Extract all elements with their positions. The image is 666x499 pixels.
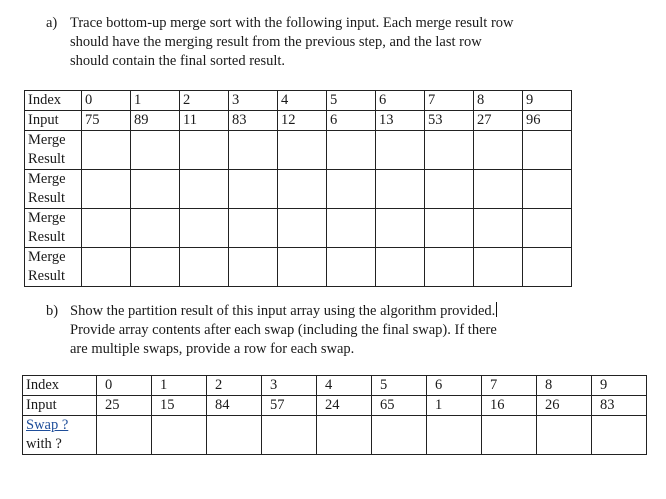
index-cell: 4 [317,376,372,396]
answer-cell[interactable] [262,416,317,455]
index-cell: 4 [278,91,327,111]
index-cell: 5 [372,376,427,396]
index-cell: 2 [207,376,262,396]
answer-cell[interactable] [592,416,647,455]
answer-cell[interactable] [523,209,572,248]
question-b-line-2: Provide array contents after each swap (including the final swap). If there [70,322,497,338]
answer-cell[interactable] [327,170,376,209]
merge-result-header: Merge Result [25,131,82,170]
input-cell: 75 [82,111,131,131]
answer-cell[interactable] [474,170,523,209]
index-cell: 0 [97,376,152,396]
swap-label-top: Swap ? [26,417,69,433]
answer-cell[interactable] [180,209,229,248]
answer-cell[interactable] [82,209,131,248]
answer-cell[interactable] [152,416,207,455]
input-cell: 25 [97,396,152,416]
merge-result-header: Merge Result [25,248,82,287]
index-cell: 7 [482,376,537,396]
answer-cell[interactable] [82,170,131,209]
merge-result-row-1 [25,131,572,170]
answer-cell[interactable] [427,416,482,455]
answer-cell[interactable] [317,416,372,455]
input-cell: 13 [376,111,425,131]
answer-cell[interactable] [180,170,229,209]
answer-cell[interactable] [474,209,523,248]
input-cell: 11 [180,111,229,131]
index-cell: 3 [229,91,278,111]
merge-result-header: Merge Result [25,170,82,209]
merge-result-header: Merge Result [25,209,82,248]
index-header: Index [25,91,82,111]
input-cell: 26 [537,396,592,416]
question-a-label: a) [46,15,58,31]
text-cursor [496,302,497,317]
answer-cell[interactable] [376,248,425,287]
answer-cell[interactable] [278,131,327,170]
answer-cell[interactable] [327,248,376,287]
input-cell: 89 [131,111,180,131]
index-cell: 6 [376,91,425,111]
input-cell: 84 [207,396,262,416]
answer-cell[interactable] [474,131,523,170]
question-a-line-2: should have the merging result from the previous step, and the last row [70,34,482,50]
answer-cell[interactable] [229,248,278,287]
merge-result-row-3 [25,209,572,248]
input-cell: 83 [592,396,647,416]
index-row [23,376,647,396]
answer-cell[interactable] [425,131,474,170]
answer-cell[interactable] [474,248,523,287]
merge-result-row-4 [25,248,572,287]
input-cell: 96 [523,111,572,131]
answer-cell[interactable] [278,209,327,248]
input-header: Input [25,111,82,131]
input-cell: 57 [262,396,317,416]
index-row [25,91,572,111]
index-cell: 7 [425,91,474,111]
input-cell: 12 [278,111,327,131]
index-cell: 6 [427,376,482,396]
merge-sort-table [24,90,572,287]
answer-cell[interactable] [327,209,376,248]
input-header: Input [23,396,97,416]
index-cell: 2 [180,91,229,111]
answer-cell[interactable] [425,248,474,287]
index-cell: 1 [152,376,207,396]
answer-cell[interactable] [229,209,278,248]
answer-cell[interactable] [482,416,537,455]
answer-cell[interactable] [278,248,327,287]
answer-cell[interactable] [131,209,180,248]
input-cell: 24 [317,396,372,416]
answer-cell[interactable] [97,416,152,455]
answer-cell[interactable] [278,170,327,209]
answer-cell[interactable] [82,248,131,287]
index-cell: 3 [262,376,317,396]
answer-cell[interactable] [229,170,278,209]
answer-cell[interactable] [131,170,180,209]
input-cell: 1 [427,396,482,416]
input-cell: 15 [152,396,207,416]
swap-header [23,416,97,455]
input-cell: 83 [229,111,278,131]
answer-cell[interactable] [327,131,376,170]
answer-cell[interactable] [229,131,278,170]
index-cell: 8 [474,91,523,111]
answer-cell[interactable] [131,248,180,287]
question-a-line-3: should contain the final sorted result. [70,53,286,69]
question-b-label: b) [46,303,59,319]
answer-cell[interactable] [372,416,427,455]
answer-cell[interactable] [207,416,262,455]
input-row [23,396,647,416]
answer-cell[interactable] [376,170,425,209]
question-b [46,302,497,359]
answer-cell[interactable] [180,131,229,170]
answer-cell[interactable] [523,131,572,170]
answer-cell[interactable] [523,170,572,209]
answer-cell[interactable] [180,248,229,287]
swap-row [23,416,647,455]
answer-cell[interactable] [523,248,572,287]
question-a-line-1: a) Trace bottom-up merge sort with the following input. Each merge result row [46,15,514,31]
swap-label-bottom: with ? [26,436,62,452]
input-cell: 6 [327,111,376,131]
answer-cell[interactable] [425,170,474,209]
merge-result-row-2 [25,170,572,209]
index-cell: 9 [523,91,572,111]
answer-cell[interactable] [425,209,474,248]
index-cell: 9 [592,376,647,396]
index-cell: 1 [131,91,180,111]
question-b-line-1: b) Show the partition result of this input array using the algorithm provided. [46,303,496,319]
index-header: Index [23,376,97,396]
index-cell: 5 [327,91,376,111]
input-cell: 27 [474,111,523,131]
input-cell: 65 [372,396,427,416]
index-cell: 8 [537,376,592,396]
answer-cell[interactable] [376,131,425,170]
answer-cell[interactable] [131,131,180,170]
answer-cell[interactable] [82,131,131,170]
question-a [46,14,514,71]
answer-cell[interactable] [537,416,592,455]
input-cell: 53 [425,111,474,131]
answer-cell[interactable] [376,209,425,248]
index-cell: 0 [82,91,131,111]
input-cell: 16 [482,396,537,416]
input-row [25,111,572,131]
partition-table [22,375,647,455]
question-b-line-3: are multiple swaps, provide a row for each swap. [70,341,355,357]
